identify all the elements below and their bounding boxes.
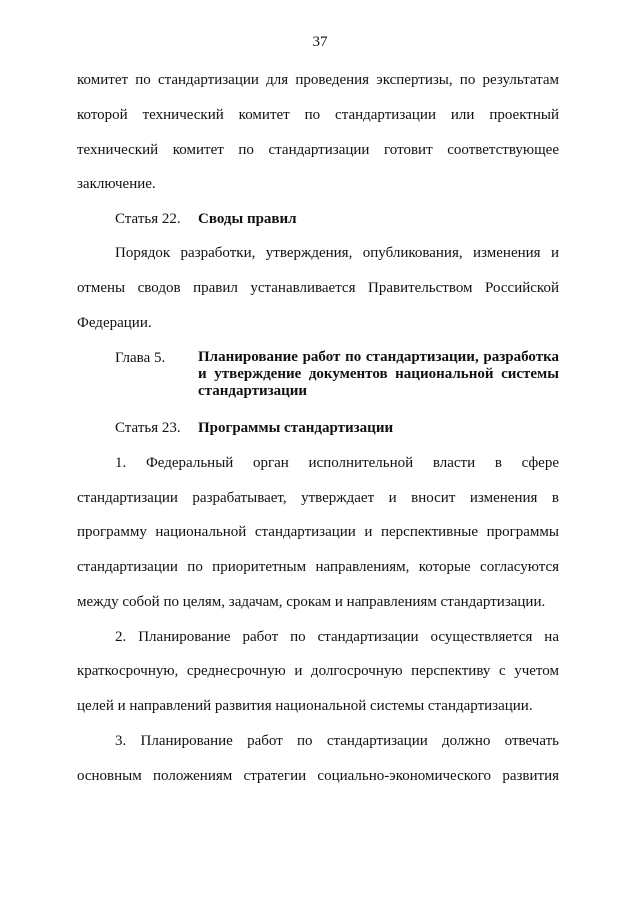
article-23-title: Программы стандартизации <box>198 420 394 436</box>
paragraph-line: стандартизации по приоритетным направлениям, которые согласуются <box>77 559 559 575</box>
article-22-label: Статья 22. <box>115 211 181 227</box>
paragraph-line: краткосрочную, среднесрочную и долгосрочную перспективу с учетом <box>77 663 559 679</box>
chapter-5-label: Глава 5. <box>115 350 166 366</box>
article-23-label: Статья 23. <box>115 420 181 436</box>
paragraph-line: технический комитет по стандартизации готовит соответствующее <box>77 142 559 158</box>
chapter-title-line: и утверждение документов национальной системы <box>198 366 559 382</box>
paragraph-line: комитет по стандартизации для проведения экспертизы, по результатам <box>77 72 559 88</box>
chapter-title-line: Планирование работ по стандартизации, разработка <box>198 349 559 365</box>
paragraph-line: отмены сводов правил устанавливается Правительством Российской <box>77 280 559 296</box>
paragraph-line: заключение. <box>77 176 156 192</box>
chapter-title-line: стандартизации <box>198 383 308 399</box>
article-22-title: Своды правил <box>198 211 297 227</box>
paragraph-line: целей и направлений развития национальной системы стандартизации. <box>77 698 533 714</box>
page-number: 37 <box>312 34 328 50</box>
paragraph-line: 1. Федеральный орган исполнительной власти в сфере <box>115 455 559 471</box>
paragraph-line: между собой по целям, задачам, срокам и направлениям стандартизации. <box>77 594 546 610</box>
paragraph-line: которой технический комитет по стандартизации или проектный <box>77 107 559 123</box>
paragraph-line: основным положениям стратегии социально-экономического развития <box>77 768 559 784</box>
paragraph-line: 3. Планирование работ по стандартизации должно отвечать <box>115 733 559 749</box>
paragraph-line: Федерации. <box>77 315 152 331</box>
paragraph-line: 2. Планирование работ по стандартизации осуществляется на <box>115 629 559 645</box>
chapter-5-title <box>198 349 559 400</box>
paragraph-line: Порядок разработки, утверждения, опубликования, изменения и <box>115 245 559 261</box>
paragraph-line: программу национальной стандартизации и перспективные программы <box>77 524 559 540</box>
paragraph-line: стандартизации разрабатывает, утверждает и вносит изменения в <box>77 490 559 506</box>
